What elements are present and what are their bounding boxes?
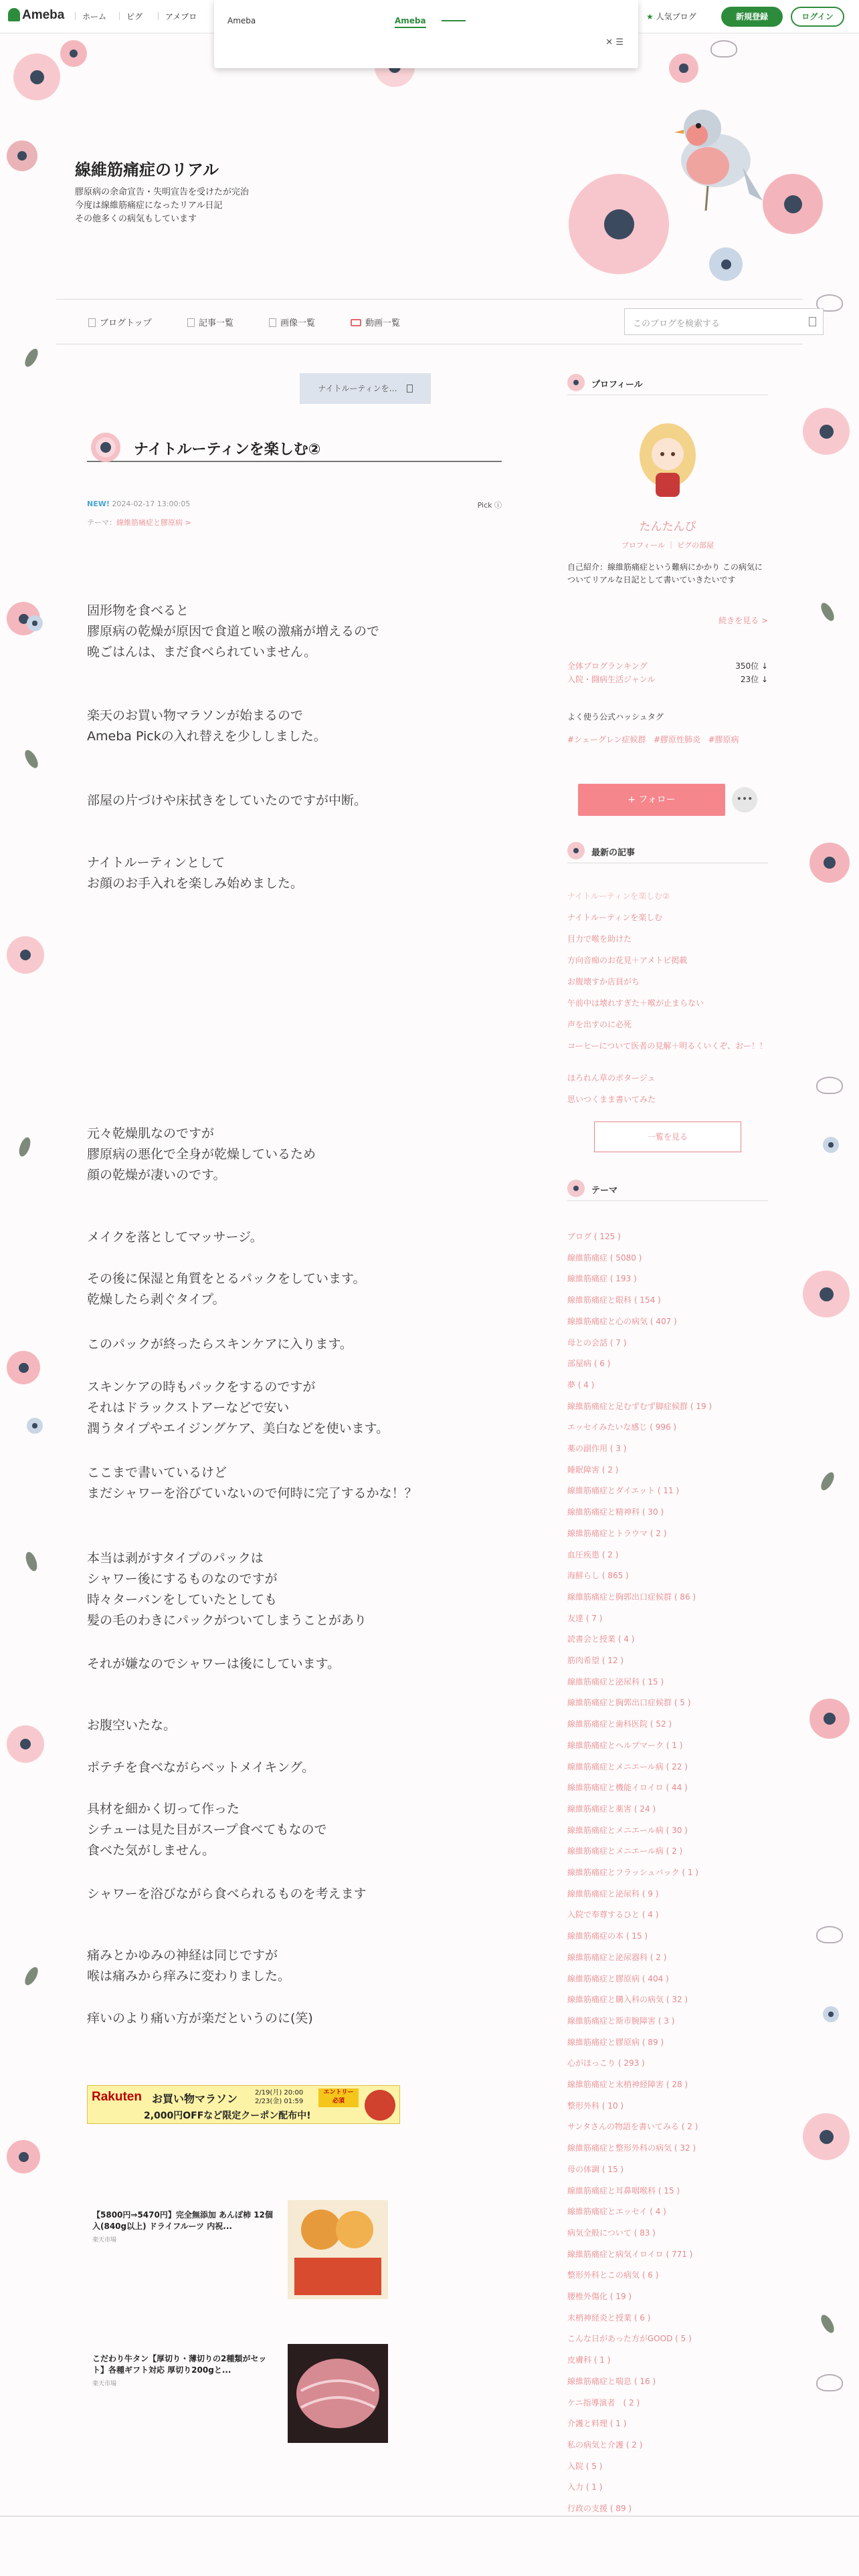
theme-link[interactable]: 線維筋痛症と眼科 ( 154 ): [567, 1295, 661, 1305]
theme-link[interactable]: 入力 ( 1 ): [567, 2482, 603, 2492]
flower-decoration: [7, 2140, 40, 2173]
flower-decoration: [809, 843, 850, 883]
butterfly-decoration: [816, 2374, 843, 2391]
search-placeholder: このブログを検索する: [633, 319, 721, 329]
nav-label: 記事一覧: [199, 318, 234, 328]
theme-link[interactable]: 母の体調 ( 15 ): [567, 2164, 624, 2174]
flower-decoration: [60, 40, 87, 67]
article-paragraph: その後に保湿と角質をとるパックをしています。 乾燥したら剥ぐタイプ。: [87, 1271, 366, 1307]
theme-link[interactable]: 血圧疾患 ( 2 ): [567, 1549, 619, 1560]
hashtag-heading: よく使う公式ハッシュタグ: [567, 712, 664, 722]
theme-link[interactable]: 筋肉希望 ( 12 ): [567, 1656, 624, 1665]
dropdown-tab-indicator: [442, 20, 466, 21]
picks-badge[interactable]: Pick ⓘ: [477, 501, 502, 510]
blog-nav: [56, 300, 803, 344]
theme-link[interactable]: 線維筋痛症とメニエール病 ( 2 ): [567, 1846, 683, 1856]
blog-description-line: 膠原病の余命宣告・失明宣告を受けたが完治: [75, 187, 250, 197]
theme-link[interactable]: 線維筋痛症と膠原病 ( 89 ): [567, 2037, 664, 2047]
latest-article-link[interactable]: 思いつくまま書いてみた: [567, 1095, 656, 1104]
theme-link[interactable]: 線維筋痛症とトラウマ ( 2 ): [567, 1528, 667, 1538]
theme-link[interactable]: ケニ指導演者 ( 2 ): [567, 2397, 640, 2407]
theme-link[interactable]: 線維筋痛症と整形外科の病気 ( 32 ): [567, 2143, 696, 2153]
avatar[interactable]: [634, 422, 701, 501]
theme-link[interactable]: 海鮮らし ( 865 ): [567, 1571, 629, 1581]
close-glyph: ✕: [605, 37, 613, 47]
flower-decoration: [13, 53, 60, 100]
theme-link[interactable]: 線維筋痛症と胸郭出口症候群 ( 5 ): [567, 1698, 691, 1708]
follow-button[interactable]: + フォロー: [578, 784, 725, 816]
product-card[interactable]: [87, 2200, 401, 2299]
latest-article-link[interactable]: お腹壊すか店員がち: [567, 977, 640, 986]
article-theme: [87, 517, 191, 528]
banner-food-image: [365, 2090, 395, 2121]
blog-title[interactable]: 線維筋痛症のリアル: [75, 160, 219, 179]
butterfly-decoration: [710, 40, 737, 58]
theme-link[interactable]: 線維筋痛症と泌尿科 ( 9 ): [567, 1889, 659, 1899]
theme-link[interactable]: 線維筋痛症とダイエット ( 11 ): [567, 1486, 680, 1496]
nav-pigg[interactable]: ピグ: [119, 11, 142, 22]
article-paragraph: それが嫌なのでシャワーは後にしています。: [87, 1656, 341, 1671]
profile-heading: [567, 371, 768, 395]
theme-link[interactable]: 心がほっこり ( 293 ): [567, 2058, 645, 2068]
theme-link[interactable]: 線維筋痛症と斯市腕障害 ( 3 ): [567, 2016, 675, 2026]
leaf-decoration: [22, 1965, 40, 1988]
theme-link[interactable]: 入院で奉尊するひと ( 4 ): [567, 1910, 659, 1920]
profile-name[interactable]: たんたんぴ: [639, 520, 696, 534]
theme-link[interactable]: 線維筋痛症 ( 193 ): [567, 1274, 637, 1284]
theme-link[interactable]: 薬の副作用 ( 3 ): [567, 1444, 627, 1453]
article-paragraph: 本当は剥がすタイプのパックは シャワー後にするものなのですが 時々ターバンをしていたとしても 髪の毛のわきにパックがついてしまうことがあり: [87, 1551, 367, 1628]
flower-decoration: [27, 1418, 43, 1434]
theme-link[interactable]: 入院 ( 5 ): [567, 2461, 603, 2471]
leaf-decoration: [818, 2313, 836, 2335]
banner-coupon-text: 2,000円OFFなど限定クーポン配布中!: [144, 2111, 311, 2121]
latest-article-link[interactable]: コーヒーについて医者の見解＋明るくいくぞ、おー！！: [567, 1041, 768, 1051]
theme-link[interactable]: 線維筋痛症とフラッシュバック ( 1 ): [567, 1868, 698, 1877]
article-paragraph: 具材を細かく切って作った シチューは見た目がスープ食べてもなので 食べた気がしません。: [87, 1802, 327, 1858]
product-image: [288, 2344, 388, 2443]
ranking-value: 350位 ↓: [735, 661, 768, 671]
theme-link[interactable]: 線維筋痛症とメニエール病 ( 22 ): [567, 1761, 688, 1772]
theme-link[interactable]: 線維筋痛症と病気イロイロ ( 771 ): [567, 2249, 693, 2259]
article-paragraph: 痒いのより痛い方が楽だというのに(笑): [87, 2011, 313, 2026]
list-icon: [187, 318, 195, 327]
anemone-icon: [567, 842, 585, 859]
flower-decoration: [763, 174, 823, 234]
hashtag-link[interactable]: #シェーグレン症候群: [567, 735, 646, 744]
flower-decoration: [709, 247, 743, 281]
theme-link[interactable]: 部屋病 ( 6 ): [567, 1359, 611, 1369]
login-button[interactable]: ログイン: [791, 7, 844, 27]
flower-decoration: [7, 936, 44, 974]
profile-links[interactable]: プロフィール ｜ ピグの部屋: [622, 541, 714, 550]
banner-dates: 2/19(月) 20:00 2/23(金) 01:59: [255, 2089, 304, 2105]
product-image: [288, 2200, 388, 2299]
theme-link[interactable]: 夢 ( 4 ): [567, 1380, 595, 1390]
flower-decoration: [7, 140, 37, 171]
theme-link[interactable]: 線維筋痛症と膠原病: [116, 518, 183, 527]
flower-decoration: [7, 1351, 40, 1384]
article-paragraph: 楽天のお買い物マラソンが始まるので Ameba Pickの入れ替えを少ししました。: [87, 708, 326, 744]
nav-article-list[interactable]: [187, 316, 233, 328]
theme-link[interactable]: 線維筋痛症と喘息 ( 16 ): [567, 2376, 656, 2386]
image-icon: [269, 318, 276, 327]
article-paragraph: メイクを落としてマッサージ。: [87, 1230, 263, 1245]
blog-search-input[interactable]: [624, 308, 824, 335]
latest-article-link[interactable]: 声を出すのに必死: [567, 1020, 632, 1029]
theme-link[interactable]: 友達 ( 7 ): [567, 1613, 603, 1623]
flower-decoration: [803, 408, 850, 455]
latest-more-button[interactable]: 一覧を見る: [594, 1121, 741, 1152]
heading-label: 最新の記事: [591, 848, 636, 858]
video-icon: [351, 319, 361, 326]
article-date: 2024-02-17 13:00:05: [112, 500, 191, 508]
dropdown-active-tab[interactable]: Ameba: [395, 16, 426, 28]
theme-link[interactable]: 線維筋痛症の本 ( 15 ): [567, 1931, 648, 1941]
rakuten-logo: Rakuten: [92, 2090, 142, 2104]
chevron-right-icon: >: [185, 518, 191, 527]
banner-entry-badge: エントリー 必須: [318, 2088, 359, 2107]
flower-decoration: [823, 1137, 839, 1153]
hashtag-link[interactable]: #膠原病: [708, 735, 739, 744]
product-title: こだわり牛タン【厚切り・薄切りの2種類がセット】各種ギフト対応 厚切り200gと...: [92, 2354, 267, 2375]
theme-link[interactable]: 末梢神経炎と授業 ( 6 ): [567, 2313, 651, 2323]
latest-article-link[interactable]: 目力で喉を助けた: [567, 934, 632, 944]
theme-link[interactable]: こんな日があった方がGOOD ( 5 ): [567, 2334, 692, 2344]
star-icon: ★: [646, 12, 654, 21]
theme-link[interactable]: 私の病気と介護 ( 2 ): [567, 2440, 643, 2450]
flower-decoration: [669, 53, 698, 83]
dropdown-label: Ameba: [227, 16, 256, 25]
product-card[interactable]: [87, 2344, 401, 2443]
theme-link[interactable]: 線維筋痛症と泌尿器科 ( 2 ): [567, 1952, 667, 1962]
theme-link[interactable]: 線維筋痛症とヘルプマーク ( 1 ): [567, 1740, 683, 1750]
article-paragraph: 部屋の片づけや床拭きをしていたのですが中断。: [87, 793, 367, 808]
article-title-bar: [87, 431, 502, 462]
leaf-decoration: [818, 601, 836, 623]
latest-heading: [567, 839, 768, 863]
theme-heading: [567, 1177, 768, 1201]
theme-link[interactable]: 睡眠障害 ( 2 ): [567, 1465, 619, 1475]
blog-description-line: 今度は線維筋痛症になったリアル日記: [75, 201, 223, 211]
butterfly-decoration: [816, 1926, 843, 1943]
theme-link[interactable]: 介護と料理 ( 1 ): [567, 2419, 627, 2429]
blog-description: [75, 186, 249, 226]
nav-blog-top[interactable]: [88, 316, 152, 328]
theme-link[interactable]: ブログ ( 125 ): [567, 1232, 621, 1241]
pick-ad-mini[interactable]: [300, 373, 431, 404]
heading-label: プロフィール: [591, 380, 643, 390]
banner-headline: お買い物マラソン: [152, 2092, 238, 2105]
flower-decoration: [569, 174, 669, 274]
article-paragraph: ポテチを食べながらベットメイキング。: [87, 1760, 315, 1775]
ad-mini-label: ナイトルーティンを…: [318, 384, 397, 393]
theme-link[interactable]: 線維筋痛症と機能イロイロ ( 44 ): [567, 1783, 688, 1793]
close-icon[interactable]: ✕ ☰: [605, 37, 624, 47]
ranking-value: 23位 ↓: [740, 675, 768, 684]
leaf-decoration: [23, 1551, 39, 1573]
profile-more-link[interactable]: 続きを見る >: [719, 616, 768, 625]
popular-blog-label: 人気ブログ: [656, 12, 696, 21]
nav-label: ブログトップ: [100, 318, 152, 328]
theme-link[interactable]: 行政の支援 ( 89 ): [567, 2504, 632, 2513]
header-dropdown-panel: [214, 0, 638, 68]
latest-article-link[interactable]: ナイトルーティンを楽しむ②: [567, 891, 670, 901]
ranking-label: 入院・闘病生活ジャンル: [567, 675, 656, 684]
nav-label: 画像一覧: [280, 318, 316, 328]
anemone-icon: [567, 1180, 585, 1197]
nav-image-list[interactable]: [269, 316, 315, 328]
anemone-icon: [567, 374, 585, 391]
latest-article-link[interactable]: 午前中は壊れすぎた＋喉が止まらない: [567, 998, 704, 1008]
leaf-decoration: [22, 347, 40, 369]
product-vendor: 楽天市場: [92, 2237, 117, 2244]
theme-link[interactable]: 線維筋痛症と末梢神経障害 ( 28 ): [567, 2080, 688, 2089]
theme-prefix: テーマ：: [87, 518, 116, 527]
theme-link[interactable]: 整形外科とこの病気 ( 6 ): [567, 2270, 659, 2280]
butterfly-decoration: [816, 1077, 843, 1094]
blog-description-line: その他多くの病気もしています: [75, 214, 197, 224]
ameba-logo-icon: [8, 8, 20, 21]
article-paragraph: シャワーを浴びながら食べられるものを考えます: [87, 1887, 367, 1901]
more-menu-button[interactable]: •••: [732, 787, 757, 813]
flower-decoration: [7, 1725, 44, 1763]
flower-decoration: [803, 2113, 850, 2160]
nav-video-list[interactable]: [351, 316, 400, 328]
article-title[interactable]: ナイトルーティンを楽しむ②: [134, 441, 321, 458]
bird-illustration: [669, 100, 769, 214]
signup-button[interactable]: 新規登録: [721, 7, 783, 27]
anemone-icon: [87, 431, 124, 463]
nav-label: 動画一覧: [365, 318, 401, 328]
hashtag-link[interactable]: #膠原性肺炎: [653, 735, 701, 744]
article-paragraph: 元々乾燥肌なのですが 膠原病の悪化で全身が乾燥しているため 顔の乾燥が凄いのです。: [87, 1126, 316, 1182]
article-paragraph: お腹空いたな。: [87, 1718, 177, 1733]
theme-link[interactable]: 線維筋痛症と膠原病 ( 404 ): [567, 1973, 669, 1983]
theme-link[interactable]: 線維筋痛症と耳鼻咽喉科 ( 15 ): [567, 2185, 680, 2195]
theme-link[interactable]: 線維筋痛症とメニエール病 ( 30 ): [567, 1825, 688, 1835]
theme-link[interactable]: 読書会と授業 ( 4 ): [567, 1634, 635, 1644]
theme-link[interactable]: 線維筋痛症と精神科 ( 30 ): [567, 1507, 664, 1517]
theme-link[interactable]: 線維筋痛症とエッセイ ( 4 ): [567, 2207, 666, 2217]
popular-blog-link[interactable]: [646, 11, 696, 22]
ranking-overall[interactable]: [567, 660, 768, 671]
rakuten-marathon-banner[interactable]: [87, 2085, 400, 2124]
theme-link[interactable]: 線維筋痛症と購入科の病気 ( 32 ): [567, 1995, 688, 2005]
logo-text: Ameba: [22, 8, 65, 22]
theme-link[interactable]: 病気全般について ( 83 ): [567, 2228, 656, 2238]
theme-link[interactable]: エッセイみたいな感じ ( 996 ): [567, 1422, 677, 1432]
profile-intro: 自己紹介：線維筋痛症という難病にかかり この病気についてリアルな日記として書いていきたいです: [567, 562, 763, 584]
ameba-logo[interactable]: [8, 8, 64, 23]
theme-link[interactable]: サンタさんの物語を書いてみる ( 2 ): [567, 2122, 698, 2132]
article-paragraph: ナイトルーティンとして お顔のお手入れを楽しみ始めました。: [87, 855, 304, 891]
theme-link[interactable]: 線維筋痛症 ( 5080 ): [567, 1253, 642, 1263]
search-icon[interactable]: [809, 317, 816, 326]
article-paragraph: スキンケアの時もパックをするのですが それはドラックストアーなどで安い 潤うタイプやエイジングケア、美白などを使います。: [87, 1380, 389, 1436]
latest-article-link[interactable]: 方向音痴のお花見＋アメトピ掲載: [567, 956, 688, 965]
article-paragraph: 固形物を食べると 膠原病の乾燥が原因で食道と喉の激痛が増えるので 晩ごはんは、まだ食べられていません。: [87, 603, 380, 659]
flower-decoration: [823, 2006, 839, 2022]
leaf-decoration: [17, 1136, 32, 1158]
product-title: 【5800円⇒5470円】完全無添加 あんぽ柿 12個入(840g以上) ドライフルーツ 内祝...: [92, 2210, 273, 2231]
article-meta: [87, 500, 190, 508]
theme-link[interactable]: 線維筋痛症と胸郭出口症候群 ( 86 ): [567, 1592, 696, 1602]
theme-link[interactable]: 線維筋痛症と足むずむず脚症候群 ( 19 ): [567, 1401, 712, 1411]
bookmark-icon: [407, 385, 413, 393]
flower-decoration: [809, 1699, 850, 1739]
theme-link[interactable]: 整形外科 ( 10 ): [567, 2101, 624, 2111]
document-icon: [88, 318, 96, 327]
flower-decoration: [803, 1271, 850, 1317]
ranking-genre[interactable]: [567, 673, 768, 685]
article-paragraph: このパックが終ったらスキンケアに入ります。: [87, 1337, 353, 1352]
product-vendor: 楽天市場: [92, 2381, 117, 2387]
latest-article-link[interactable]: ほろれん草のポタージュ: [567, 1073, 656, 1083]
leaf-decoration: [22, 748, 40, 770]
theme-link[interactable]: 皮膚科 ( 1 ): [567, 2355, 611, 2365]
flower-decoration: [27, 615, 43, 631]
theme-link[interactable]: 線維筋痛症と心の病気 ( 407 ): [567, 1316, 677, 1326]
theme-link[interactable]: 腰椎外傷化 ( 19 ): [567, 2292, 632, 2301]
latest-article-link[interactable]: ナイトルーティンを楽しむ: [567, 913, 663, 922]
theme-link[interactable]: 線維筋痛症と歯科医院 ( 52 ): [567, 1719, 672, 1729]
nav-ameblo[interactable]: アメブロ: [158, 11, 197, 22]
heading-label: テーマ: [591, 1186, 618, 1196]
theme-link[interactable]: 母との会話 ( 7 ): [567, 1337, 627, 1348]
article-paragraph: 痛みとかゆみの神経は同じですが 喉は痛みから痒みに変わりました。: [87, 1948, 291, 1983]
new-badge: NEW!: [87, 500, 110, 508]
ranking-label: 全体ブログランキング: [567, 661, 648, 671]
theme-link[interactable]: 線維筋痛症と泌尿科 ( 15 ): [567, 1677, 664, 1687]
theme-link[interactable]: 線維筋痛症と薬害 ( 24 ): [567, 1804, 656, 1814]
nav-home[interactable]: ホーム: [75, 11, 106, 22]
hashtag-list: [567, 734, 739, 745]
article-paragraph: ここまで書いているけど まだシャワーを浴びていないので何時に完了するかな！？: [87, 1465, 417, 1501]
picks-label: Pick: [477, 501, 492, 510]
leaf-decoration: [818, 1471, 836, 1493]
